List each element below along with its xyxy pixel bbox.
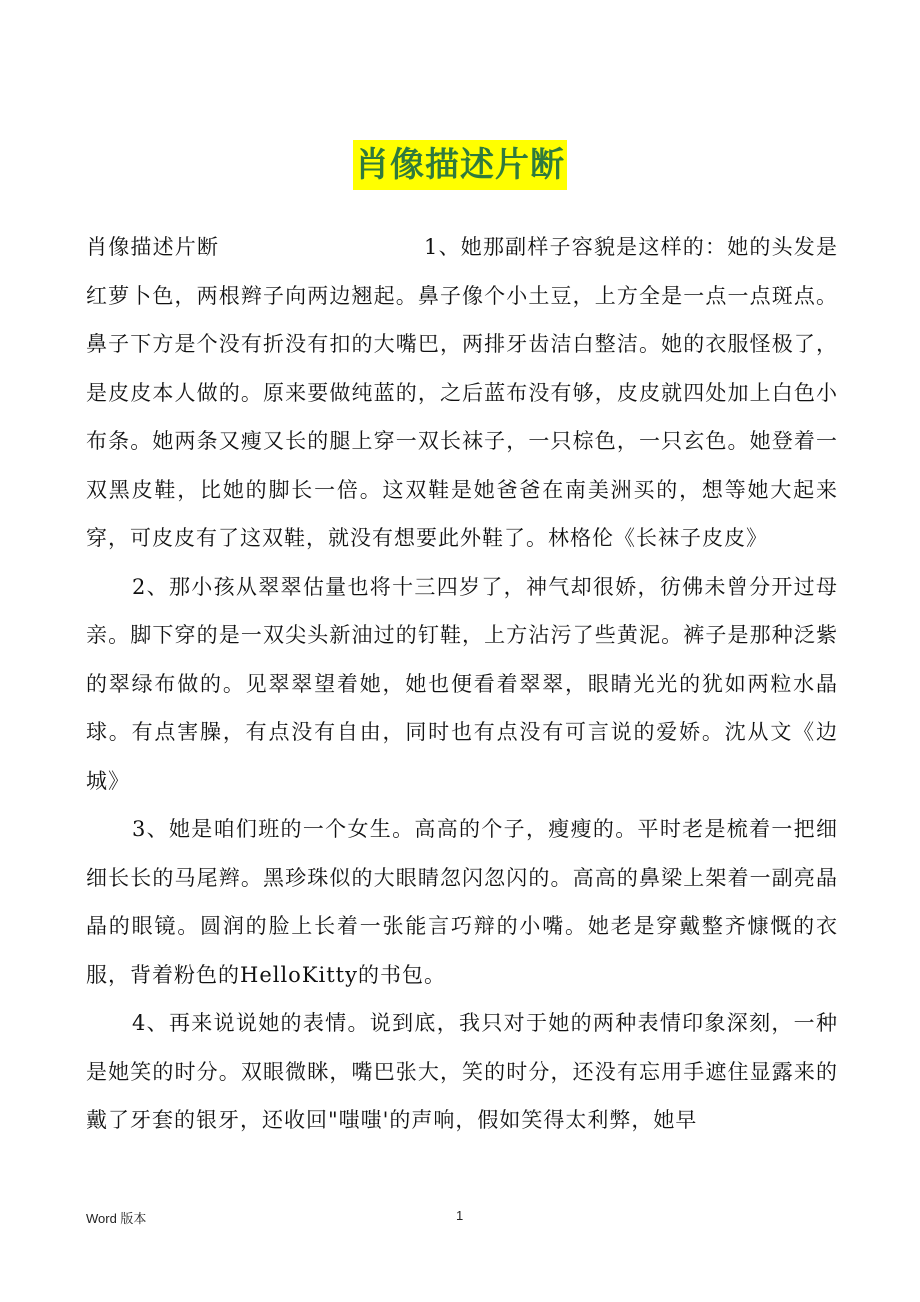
paragraph-3: 3、她是咱们班的一个女生。高高的个子，瘦瘦的。平时老是梳着一把细细长长的马尾辫。黑珍珠似的大眼睛忽闪忽闪的。高高的鼻梁上架着一副亮晶晶的眼镜。圆润的脸上长着一张能言巧辩的小嘴。她老是穿戴整齐慷慨的衣服，背着粉色的HelloKitty的书包。 bbox=[86, 817, 838, 987]
page-number: 1 bbox=[456, 1208, 464, 1223]
document-body bbox=[86, 223, 838, 1145]
title-container bbox=[0, 140, 920, 190]
footer-label: Word 版本 bbox=[86, 1211, 147, 1226]
paragraph-1: 肖像描述片断 1、她那副样子容貌是这样的：她的头发是红萝卜色，两根辫子向两边翘起。鼻子像个小土豆，上方全是一点一点斑点。鼻子下方是个没有折没有扣的大嘴巴，两排牙齿洁白整洁。她的衣服怪极了，是皮皮本人做的。原来要做纯蓝的，之后蓝布没有够，皮皮就四处加上白色小布条。她两条又瘦又长的腿上穿一双长袜子，一只棕色，一只玄色。她登着一双黑皮鞋，比她的脚长一倍。这双鞋是她爸爸在南美洲买的，想等她大起来穿，可皮皮有了这双鞋，就没有想要此外鞋了。林格伦《长袜子皮皮》 bbox=[86, 235, 838, 550]
paragraph-2: 2、那小孩从翠翠估量也将十三四岁了，神气却很娇，彷佛未曾分开过母亲。脚下穿的是一双尖头新油过的钉鞋，上方沾污了些黄泥。裤子是那种泛紫的翠绿布做的。见翠翠望着她，她也便看着翠翠，眼睛光光的犹如两粒水晶球。有点害臊，有点没有自由，同时也有点没有可言说的爱娇。沈从文《边城》 bbox=[86, 574, 838, 793]
document-title: 肖像描述片断 bbox=[353, 140, 567, 190]
paragraph-4: 4、再来说说她的表情。说到底，我只对于她的两种表情印象深刻，一种是她笑的时分。双眼微眯，嘴巴张大，笑的时分，还没有忘用手遮住显露来的戴了牙套的银牙，还收回"嗤嗤'的声响，假如笑得太利弊，她早 bbox=[86, 1011, 838, 1132]
